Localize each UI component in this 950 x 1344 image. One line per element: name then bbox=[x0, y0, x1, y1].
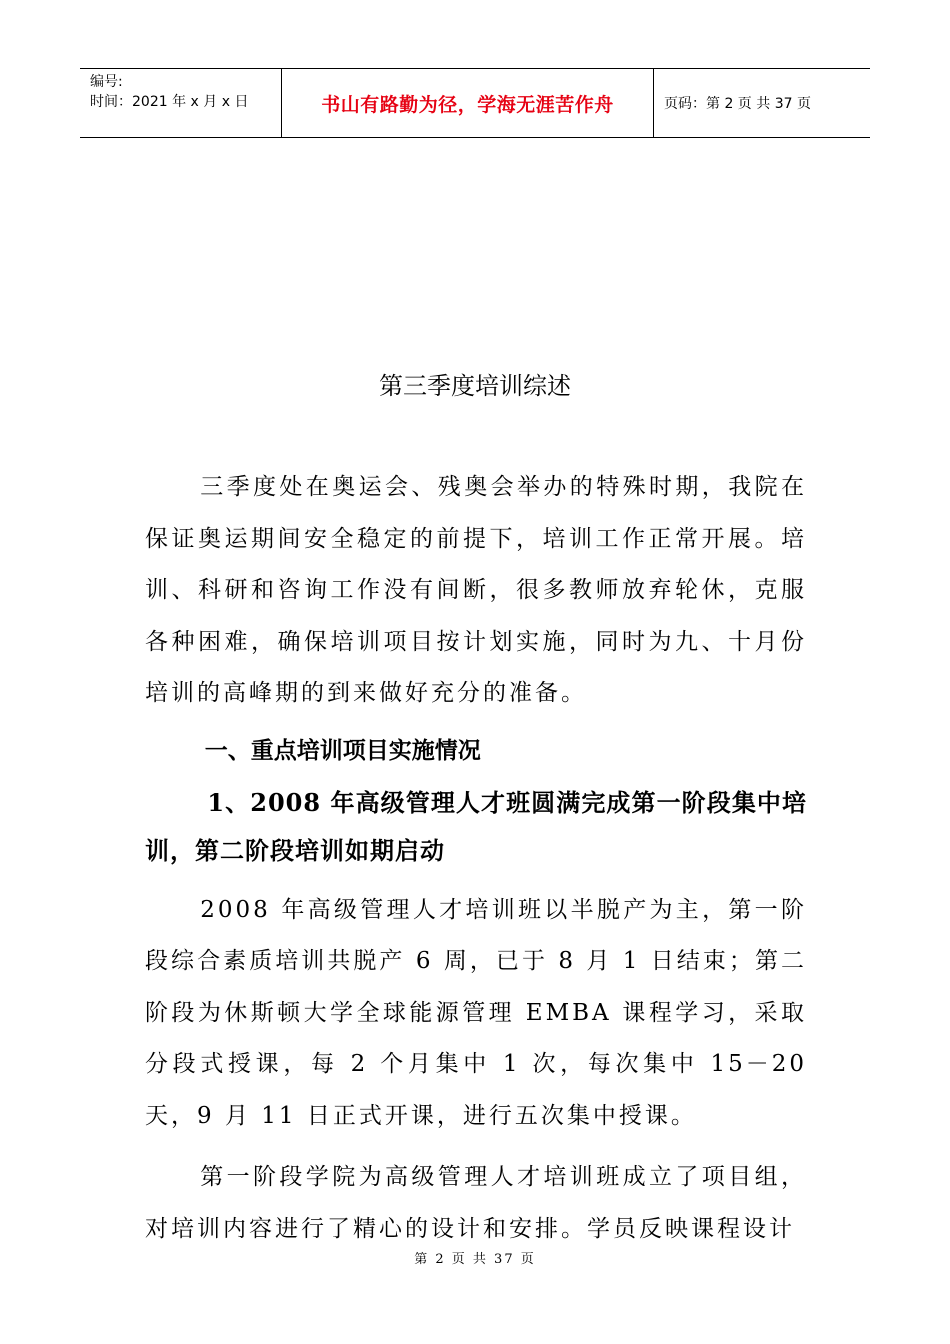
document-title: 第三季度培训综述 bbox=[379, 372, 571, 400]
header-motto-cell bbox=[282, 69, 654, 137]
header-meta-cell bbox=[80, 69, 282, 137]
header-page-cell bbox=[654, 69, 870, 137]
page-code: 页码：第 2 页 共 37 页 bbox=[664, 96, 811, 112]
document-header bbox=[80, 68, 870, 138]
number-label: 编号: bbox=[90, 74, 123, 90]
paragraph-intro: 三季度处在奥运会、残奥会举办的特殊时期，我院在保证奥运期间安全稳定的前提下，培训工作正常开展。培训、科研和咨询工作没有间断，很多教师放弃轮休，克服各种困难，确保培训项目按计划实施，同时为九、十月份培训的高峰期的到来做好充分的准备。 bbox=[145, 474, 807, 706]
motto-text: 书山有路勤为径，学海无涯苦作舟 bbox=[321, 93, 614, 116]
paragraph-phase-one: 第一阶段学院为高级管理人才培训班成立了项目组，对培训内容进行了精心的设计和安排。学员反映课程设计 bbox=[145, 1164, 807, 1242]
time-label: 时间：2021 年 x 月 x 日 bbox=[90, 94, 249, 110]
subsection-heading: 1、2008 年高级管理人才班圆满完成第一阶段集中培训，第二阶段培训如期启动 bbox=[145, 787, 807, 865]
page-footer: 第 2 页 共 37 页 bbox=[414, 1252, 536, 1267]
paragraph-program: 2008 年高级管理人才培训班以半脱产为主，第一阶段综合素质培训共脱产 6 周，已于 8 月 1 日结束；第二阶段为休斯顿大学全球能源管理 EMBA 课程学习，采取分段式授课，每 2 个月集中 1 次，每次集中 15－20 天，9 月 11 日正式开课，进行五次集中授课。 bbox=[145, 896, 807, 1129]
section-heading: 一、重点培训项目实施情况 bbox=[204, 737, 481, 764]
document-body bbox=[145, 462, 807, 1255]
